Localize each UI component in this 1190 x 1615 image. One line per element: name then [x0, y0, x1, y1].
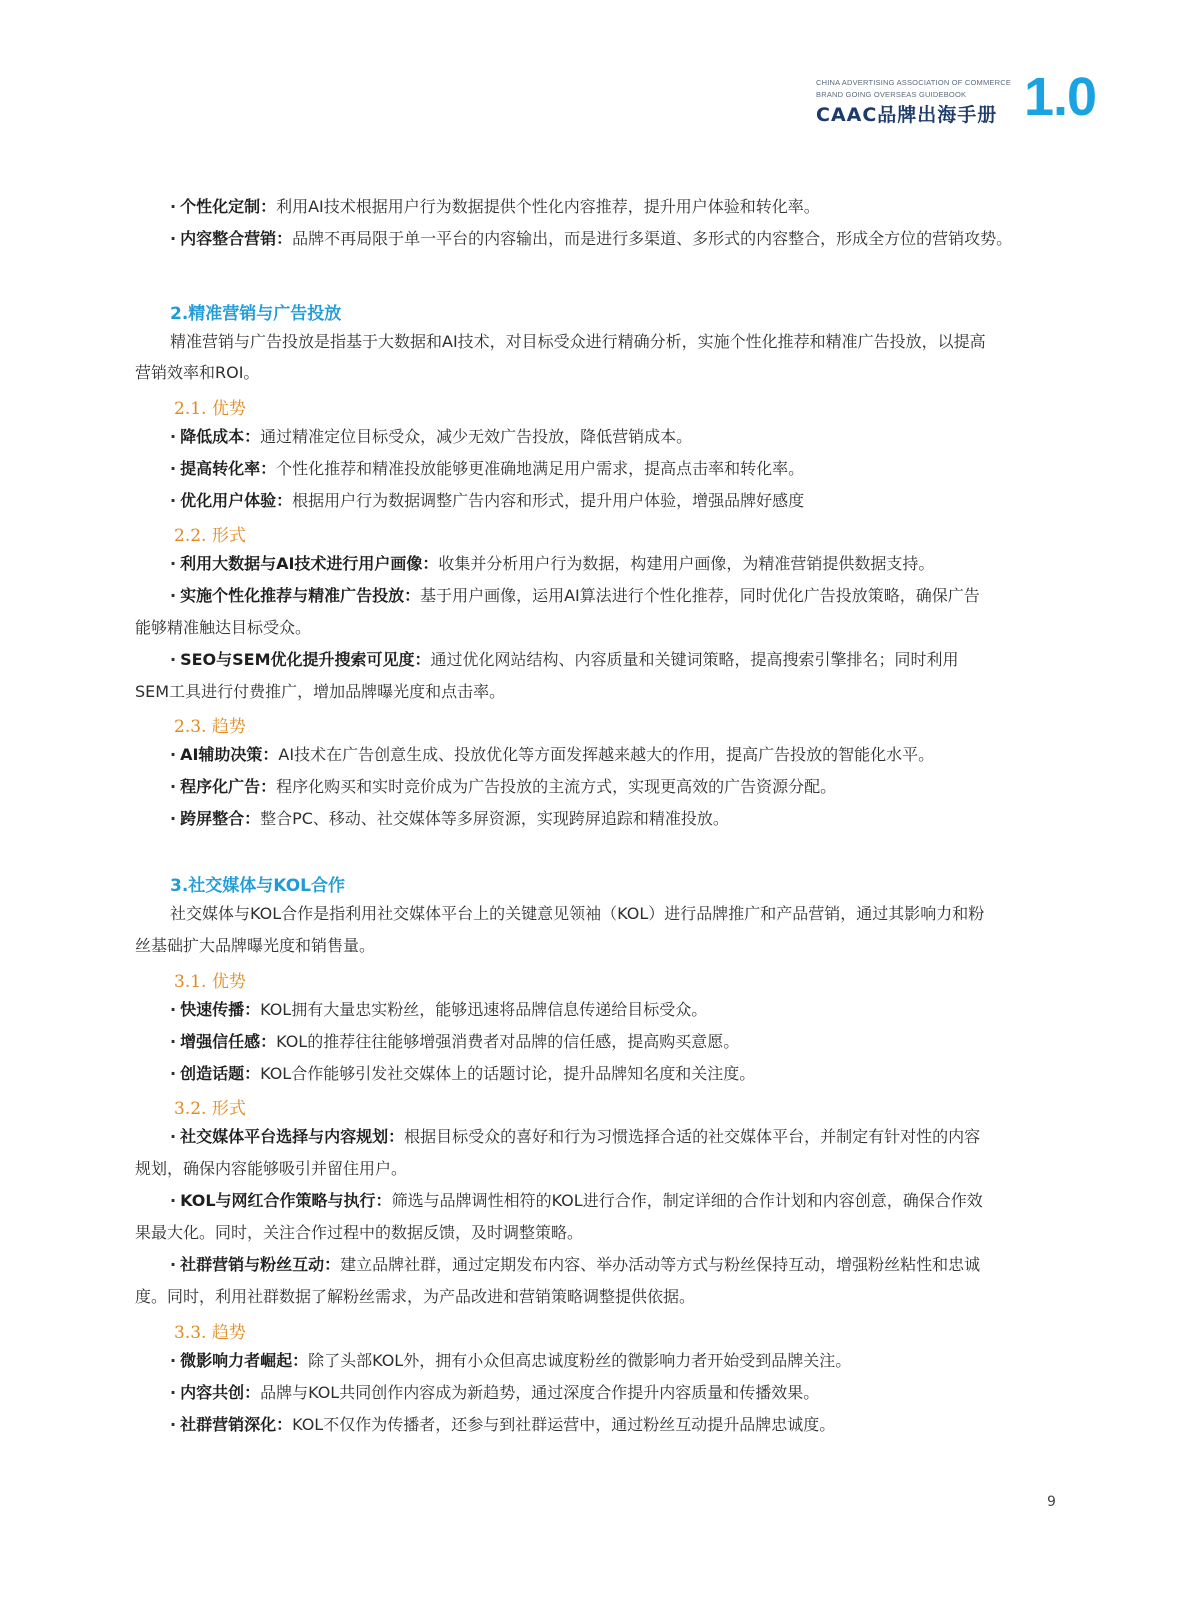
bullet-label: 社交媒体平台选择与内容规划： [180, 1127, 405, 1146]
bullet-item: · 跨屏整合：整合PC、移动、社交媒体等多屏资源，实现跨屏追踪和精准投放。 [170, 809, 729, 828]
bullet-item: · 利用大数据与AI技术进行用户画像：收集并分析用户行为数据，构建用户画像，为精准营销提供数据支持。 [170, 554, 935, 573]
bullet-text: 基于用户画像，运用AI算法进行个性化推荐，同时优化广告投放策略，确保广告 [420, 586, 980, 605]
org-name-line: CHINA ADVERTISING ASSOCIATION OF COMMERCE [816, 78, 1012, 87]
bullet-text: 根据目标受众的喜好和行为习惯选择合适的社交媒体平台，并制定有针对性的内容 [404, 1127, 981, 1146]
bullet-item: · 社交媒体平台选择与内容规划：根据目标受众的喜好和行为习惯选择合适的社交媒体平台，并制定有针对性的内容 [170, 1127, 981, 1146]
bullet-text: 通过精准定位目标受众，减少无效广告投放，降低营销成本。 [260, 427, 693, 446]
section-title: 2.精准营销与广告投放 [170, 304, 342, 324]
bullet-label: 优化用户体验： [180, 491, 293, 510]
bullet-item: · AI辅助决策：AI技术在广告创意生成、投放优化等方面发挥越来越大的作用，提高广告投放的智能化水平。 [170, 745, 935, 764]
paragraph-line: 精准营销与广告投放是指基于大数据和AI技术，对目标受众进行精确分析，实施个性化推荐和精准广告投放，以提高 [170, 332, 986, 351]
paragraph-line: 社交媒体与KOL合作是指利用社交媒体平台上的关键意见领袖（KOL）进行品牌推广和产品营销，通过其影响力和粉 [170, 904, 985, 923]
bullet-item: · 提高转化率：个性化推荐和精准投放能够更准确地满足用户需求，提高点击率和转化率。 [170, 459, 805, 478]
bullet-item: · 个性化定制：利用AI技术根据用户行为数据提供个性化内容推荐，提升用户体验和转化率。 [170, 197, 820, 216]
bullet-text: 建立品牌社群，通过定期发布内容、举办活动等方式与粉丝保持互动，增强粉丝粘性和忠诚 [340, 1255, 981, 1274]
subheading: 3.3. 趋势 [174, 1323, 246, 1343]
subheading: 3.2. 形式 [174, 1099, 246, 1119]
bullet-item: · 内容整合营销：品牌不再局限于单一平台的内容输出，而是进行多渠道、多形式的内容整合，形成全方位的营销攻势。 [170, 229, 1013, 248]
bullet-text: KOL不仅作为传播者，还参与到社群运营中，通过粉丝互动提升品牌忠诚度。 [292, 1415, 836, 1434]
bullet-text: 程序化购买和实时竞价成为广告投放的主流方式，实现更高效的广告资源分配。 [276, 777, 837, 796]
bullet-continuation: 度。同时，利用社群数据了解粉丝需求，为产品改进和营销策略调整提供依据。 [135, 1287, 696, 1306]
bullet-label: 降低成本： [180, 427, 261, 446]
version-number: 1.0 [1024, 67, 1097, 127]
bullet-label: 创造话题： [180, 1064, 261, 1083]
bullet-text: KOL的推荐往往能够增强消费者对品牌的信任感，提高购买意愿。 [276, 1032, 740, 1051]
bullet-item: · 社群营销深化：KOL不仅作为传播者，还参与到社群运营中，通过粉丝互动提升品牌忠诚度。 [170, 1415, 836, 1434]
bullet-continuation: 能够精准触达目标受众。 [135, 618, 312, 637]
bullet-continuation: SEM工具进行付费推广，增加品牌曝光度和点击率。 [135, 682, 506, 701]
bullet-continuation: 规划，确保内容能够吸引并留住用户。 [135, 1159, 408, 1178]
bullet-item: · 程序化广告：程序化购买和实时竞价成为广告投放的主流方式，实现更高效的广告资源分配。 [170, 777, 837, 796]
bullet-label: 利用大数据与AI技术进行用户画像： [180, 554, 439, 573]
bullet-item: · 微影响力者崛起：除了头部KOL外，拥有小众但高忠诚度粉丝的微影响力者开始受到品牌关注。 [170, 1351, 852, 1370]
bullet-item: · 增强信任感：KOL的推荐往往能够增强消费者对品牌的信任感，提高购买意愿。 [170, 1032, 740, 1051]
bullet-text: 个性化推荐和精准投放能够更准确地满足用户需求，提高点击率和转化率。 [276, 459, 805, 478]
bullet-text: 筛选与品牌调性相符的KOL进行合作，制定详细的合作计划和内容创意，确保合作效 [391, 1191, 983, 1210]
subheading: 3.1. 优势 [174, 972, 246, 992]
subheading: 2.1. 优势 [174, 399, 246, 419]
subheading: 2.3. 趋势 [174, 717, 246, 737]
section-title: 3.社交媒体与KOL合作 [170, 876, 345, 896]
bullet-text: 品牌与KOL共同创作内容成为新趋势，通过深度合作提升内容质量和传播效果。 [260, 1383, 820, 1402]
bullet-label: 微影响力者崛起： [180, 1351, 309, 1370]
bullet-item: · 降低成本：通过精准定位目标受众，减少无效广告投放，降低营销成本。 [170, 427, 693, 446]
header-logo [816, 67, 1116, 134]
bullet-label: 程序化广告： [180, 777, 277, 796]
brand-title: CAAC品牌出海手册 [816, 104, 998, 126]
bullet-label: 社群营销深化： [180, 1415, 293, 1434]
bullet-item: · 优化用户体验：根据用户行为数据调整广告内容和形式，提升用户体验，增强品牌好感度 [170, 491, 805, 510]
bullet-label: AI辅助决策： [180, 745, 279, 764]
bullet-text: 收集并分析用户行为数据，构建用户画像，为精准营销提供数据支持。 [438, 554, 935, 573]
bullet-text: KOL拥有大量忠实粉丝，能够迅速将品牌信息传递给目标受众。 [260, 1000, 708, 1019]
bullet-item: · 实施个性化推荐与精准广告投放：基于用户画像，运用AI算法进行个性化推荐，同时优化广告投放策略，确保广告 [170, 586, 980, 605]
bullet-label: SEO与SEM优化提升搜索可见度： [180, 650, 431, 669]
bullet-label: 跨屏整合： [180, 809, 261, 828]
bullet-item: · 快速传播：KOL拥有大量忠实粉丝，能够迅速将品牌信息传递给目标受众。 [170, 1000, 708, 1019]
bullet-label: 实施个性化推荐与精准广告投放： [180, 586, 421, 605]
bullet-item: · SEO与SEM优化提升搜索可见度：通过优化网站结构、内容质量和关键词策略，提高搜索引擎排名；同时利用 [170, 650, 959, 669]
bullet-text: KOL合作能够引发社交媒体上的话题讨论，提升品牌知名度和关注度。 [260, 1064, 756, 1083]
bullet-label: KOL与网红合作策略与执行： [180, 1191, 392, 1210]
bullet-text: 根据用户行为数据调整广告内容和形式，提升用户体验，增强品牌好感度 [292, 491, 805, 510]
page-number: 9 [1047, 1494, 1056, 1510]
guidebook-name-line: BRAND GOING OVERSEAS GUIDEBOOK [816, 90, 967, 99]
bullet-label: 提高转化率： [180, 459, 277, 478]
bullet-item: · KOL与网红合作策略与执行：筛选与品牌调性相符的KOL进行合作，制定详细的合作计划和内容创意，确保合作效 [170, 1191, 983, 1210]
bullet-item: · 社群营销与粉丝互动：建立品牌社群，通过定期发布内容、举办活动等方式与粉丝保持互动，增强粉丝粘性和忠诚 [170, 1255, 981, 1274]
bullet-item: · 创造话题：KOL合作能够引发社交媒体上的话题讨论，提升品牌知名度和关注度。 [170, 1064, 756, 1083]
bullet-item: · 内容共创：品牌与KOL共同创作内容成为新趋势，通过深度合作提升内容质量和传播效果。 [170, 1383, 820, 1402]
bullet-text: 品牌不再局限于单一平台的内容输出，而是进行多渠道、多形式的内容整合，形成全方位的营销攻势。 [292, 229, 1013, 248]
bullet-text: AI技术在广告创意生成、投放优化等方面发挥越来越大的作用，提高广告投放的智能化水平。 [278, 745, 935, 764]
bullet-label: 个性化定制： [180, 197, 277, 216]
bullet-text: 利用AI技术根据用户行为数据提供个性化内容推荐，提升用户体验和转化率。 [276, 197, 820, 216]
paragraph-line: 丝基础扩大品牌曝光度和销售量。 [135, 936, 376, 955]
bullet-label: 内容整合营销： [180, 229, 293, 248]
bullet-continuation: 果最大化。同时，关注合作过程中的数据反馈，及时调整策略。 [135, 1223, 584, 1242]
bullet-label: 社群营销与粉丝互动： [180, 1255, 341, 1274]
bullet-label: 快速传播： [180, 1000, 261, 1019]
bullet-text: 通过优化网站结构、内容质量和关键词策略，提高搜索引擎排名；同时利用 [430, 650, 959, 669]
subheading: 2.2. 形式 [174, 526, 246, 546]
bullet-label: 内容共创： [180, 1383, 261, 1402]
bullet-text: 除了头部KOL外，拥有小众但高忠诚度粉丝的微影响力者开始受到品牌关注。 [308, 1351, 852, 1370]
paragraph-line: 营销效率和ROI。 [135, 363, 260, 382]
bullet-text: 整合PC、移动、社交媒体等多屏资源，实现跨屏追踪和精准投放。 [260, 809, 729, 828]
bullet-label: 增强信任感： [180, 1032, 277, 1051]
